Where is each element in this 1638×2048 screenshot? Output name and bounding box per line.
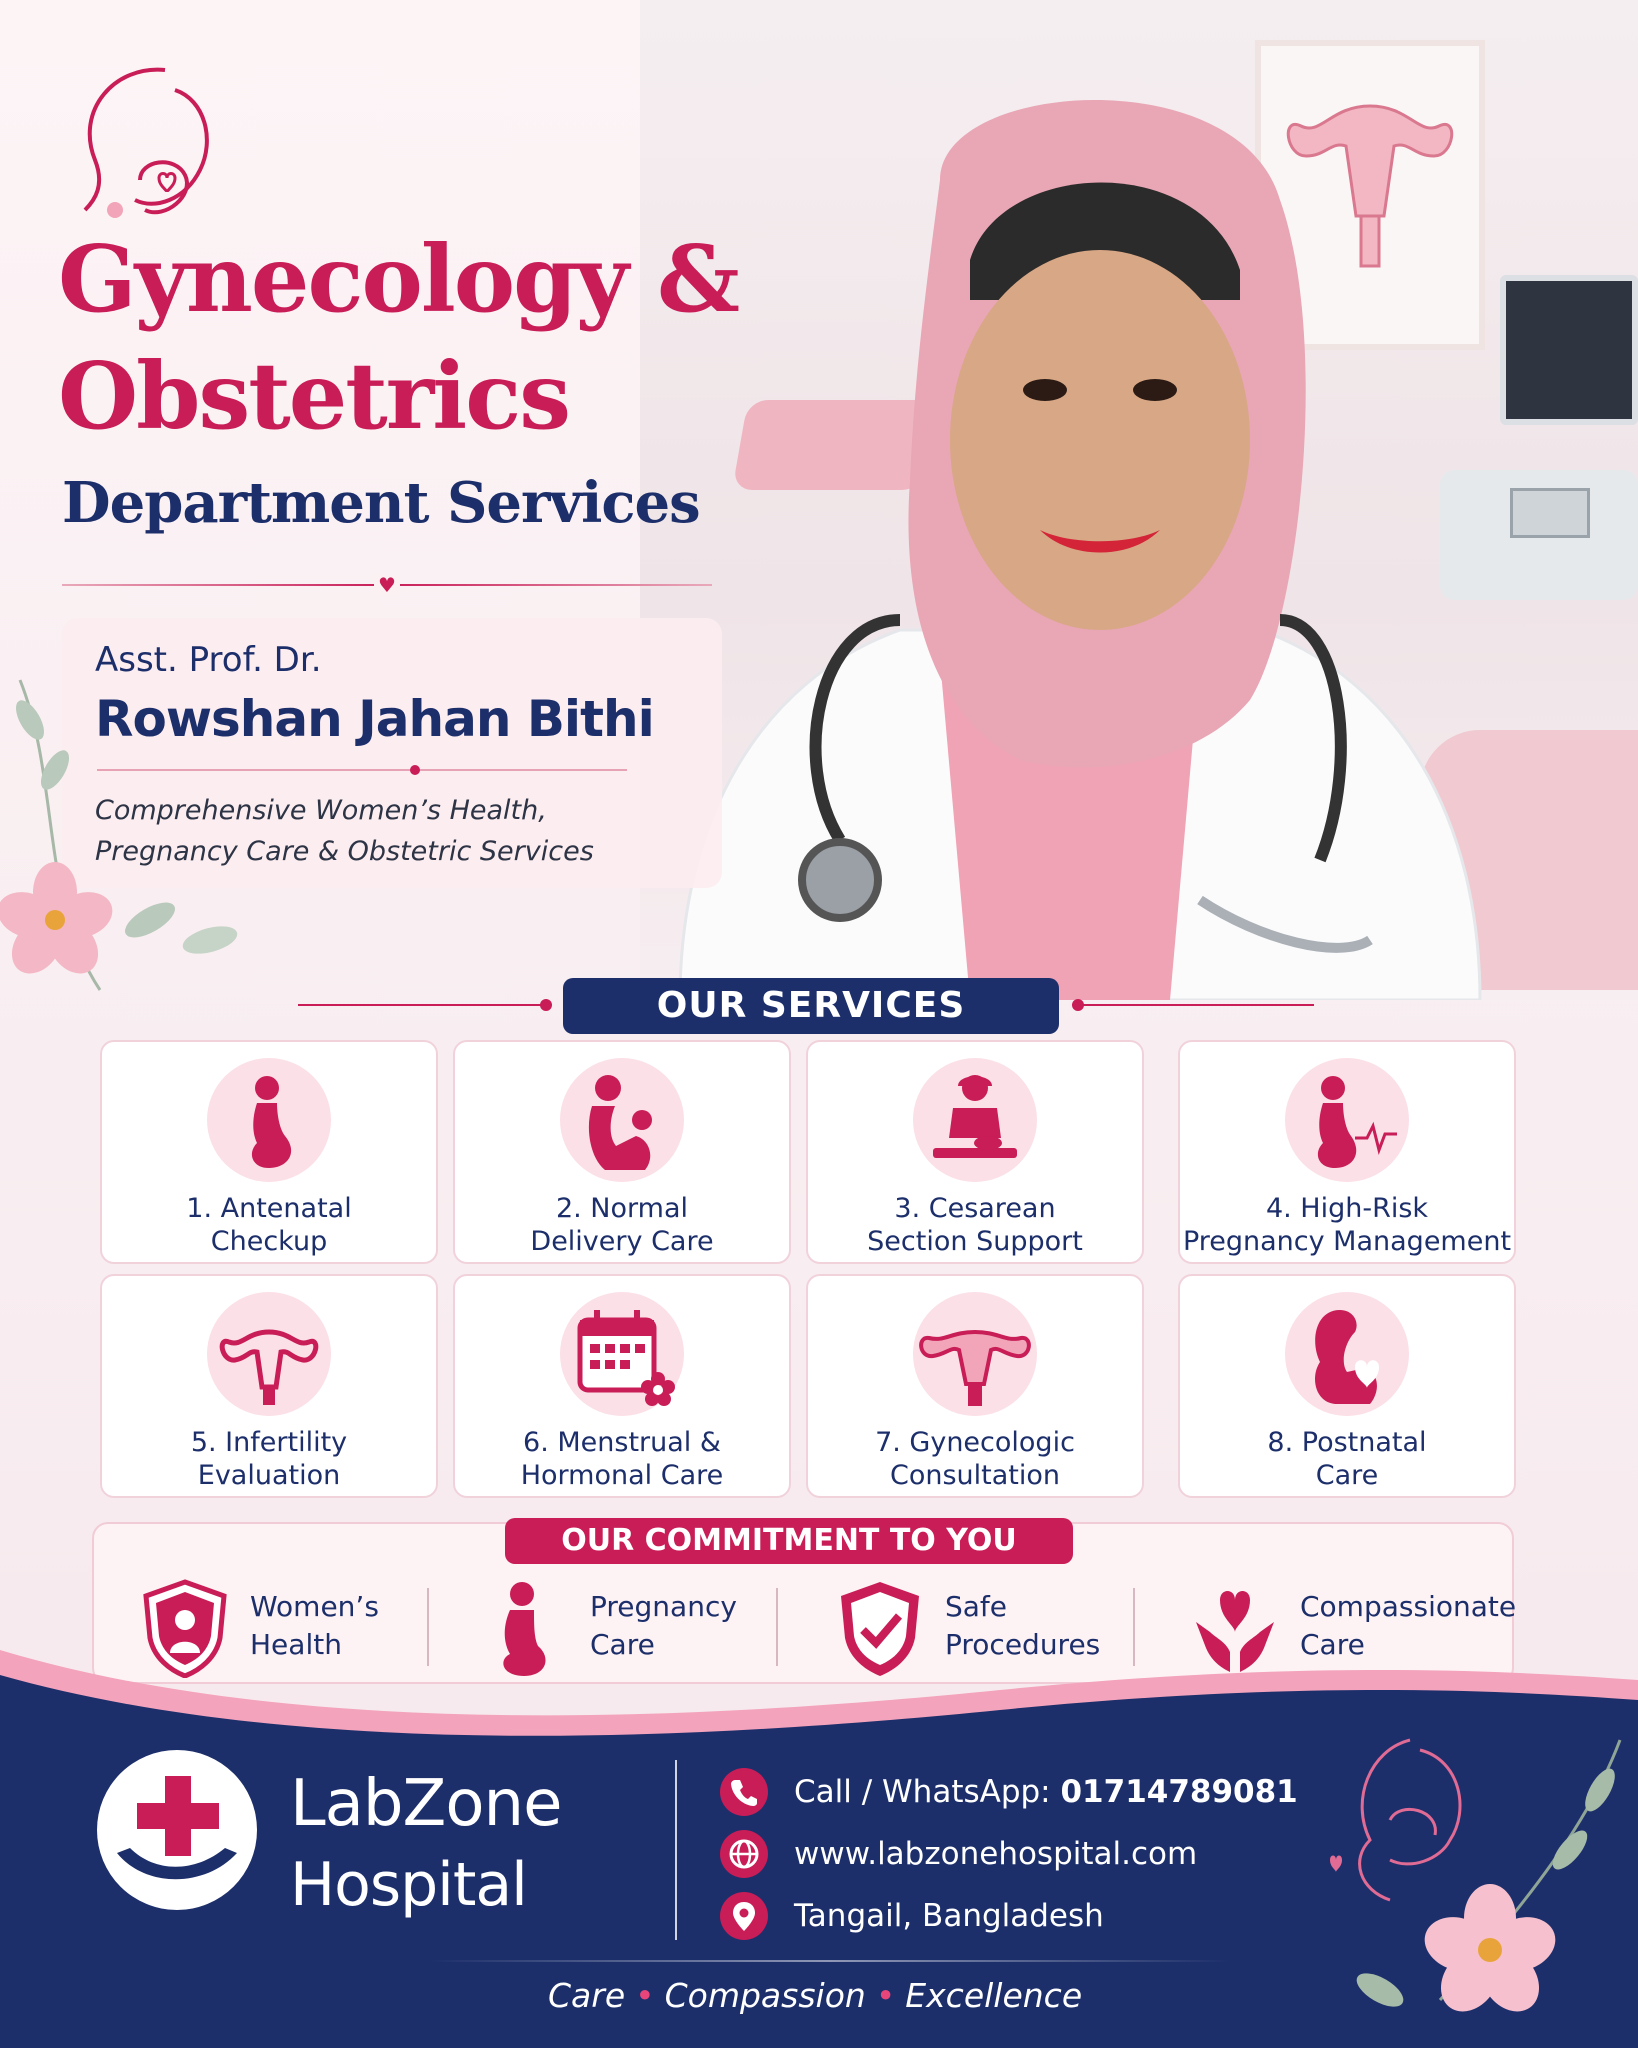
doctor-name: Rowshan Jahan Bithi [95,690,654,748]
heart-icon: ♥ [374,575,400,595]
brand-name-line-1: LabZone [290,1767,562,1841]
service-label-line-2: Consultation [889,1460,1060,1491]
phone-number: 01714789081 [1060,1774,1298,1810]
commitment-label-line-2: Health [250,1628,342,1661]
footer-separator [675,1760,677,1940]
pregnancy-heartbeat-icon [1285,1058,1409,1182]
service-card-infertility [100,1274,438,1498]
website-text: www.labzonehospital.com [794,1836,1198,1872]
doctor-description-line-2: Pregnancy Care & Obstetric Services [95,836,594,867]
service-label-line-1: 8. Postnatal [1267,1427,1427,1458]
service-card-antenatal [100,1040,438,1264]
service-label-line-1: 7. Gynecologic [875,1427,1075,1458]
commitment-label-line-2: Care [590,1628,655,1661]
service-label-line-1: 3. Cesarean [894,1193,1056,1224]
tagline-care: Care [548,1976,626,2015]
service-card-high-risk [1178,1040,1516,1264]
mother-baby-logo-icon [55,60,255,235]
commitment-label-line-1: Women’s [250,1590,379,1623]
services-dot-left [540,999,552,1011]
title-line-1: Gynecology & [58,225,739,333]
location-pin-icon [720,1892,768,1940]
tagline-divider [430,1960,1230,1962]
service-label-line-1: 4. High-Risk [1265,1193,1429,1224]
title-divider [62,575,712,595]
service-label-line-2: Care [1315,1460,1379,1491]
services-title: OUR SERVICES [563,978,1059,1034]
service-card-postnatal [1178,1274,1516,1498]
service-card-cesarean [806,1040,1144,1264]
floral-decoration-icon [0,660,300,1000]
mother-baby-icon [560,1058,684,1182]
location-text: Tangail, Bangladesh [794,1898,1104,1934]
doctor-description-line-1: Comprehensive Women’s Health, [95,795,547,826]
tagline: Care • Compassion • Excellence [548,1976,1083,2015]
title-line-3: Department Services [62,470,700,536]
service-card-gynecologic [806,1274,1144,1498]
pregnant-woman-icon [207,1058,331,1182]
service-label-line-1: 6. Menstrual & [523,1427,721,1458]
commitment-label-line-1: Compassionate [1300,1590,1517,1623]
service-label-line-1: 1. Antenatal [186,1193,352,1224]
uterus-icon [207,1292,331,1416]
reproductive-system-icon [913,1292,1037,1416]
phone-icon [720,1768,768,1816]
doctor-prefix: Asst. Prof. Dr. [95,640,322,680]
service-card-menstrual [453,1274,791,1498]
calendar-flower-icon [560,1292,684,1416]
service-label-line-2: Evaluation [197,1460,341,1491]
commitment-title: OUR COMMITMENT TO YOU [505,1518,1073,1564]
commitment-label-line-1: Pregnancy [590,1590,737,1623]
service-label-line-2: Hormonal Care [520,1460,724,1491]
title-line-2: Obstetrics [58,342,570,450]
globe-icon [720,1830,768,1878]
services-line-right [1082,1004,1314,1006]
brand-name-line-2: Hospital [290,1850,527,1920]
service-card-normal-delivery [453,1040,791,1264]
service-label-line-1: 2. Normal [555,1193,689,1224]
ultrasound-monitor [1500,275,1638,425]
labzone-logo-icon [95,1748,260,1913]
commitment-label-line-2: Procedures [945,1628,1101,1661]
commitment-label-line-2: Care [1300,1628,1365,1661]
services-line-left [298,1004,550,1006]
surgeon-icon [913,1058,1037,1182]
mother-heart-icon [1285,1292,1409,1416]
doctor-photo [640,60,1520,1000]
service-label-line-2: Delivery Care [530,1226,714,1257]
service-label-line-2: Checkup [210,1226,328,1257]
service-label-line-2: Pregnancy Management [1182,1226,1512,1257]
service-label-line-2: Section Support [867,1226,1083,1257]
tagline-compassion: Compassion [664,1976,866,2015]
service-label-line-1: 5. Infertility [190,1427,348,1458]
tagline-excellence: Excellence [905,1976,1083,2015]
phone-label: Call / WhatsApp: [794,1774,1061,1810]
commitment-label-line-1: Safe [945,1590,1008,1623]
mother-baby-floral-icon [1290,1700,1638,2048]
